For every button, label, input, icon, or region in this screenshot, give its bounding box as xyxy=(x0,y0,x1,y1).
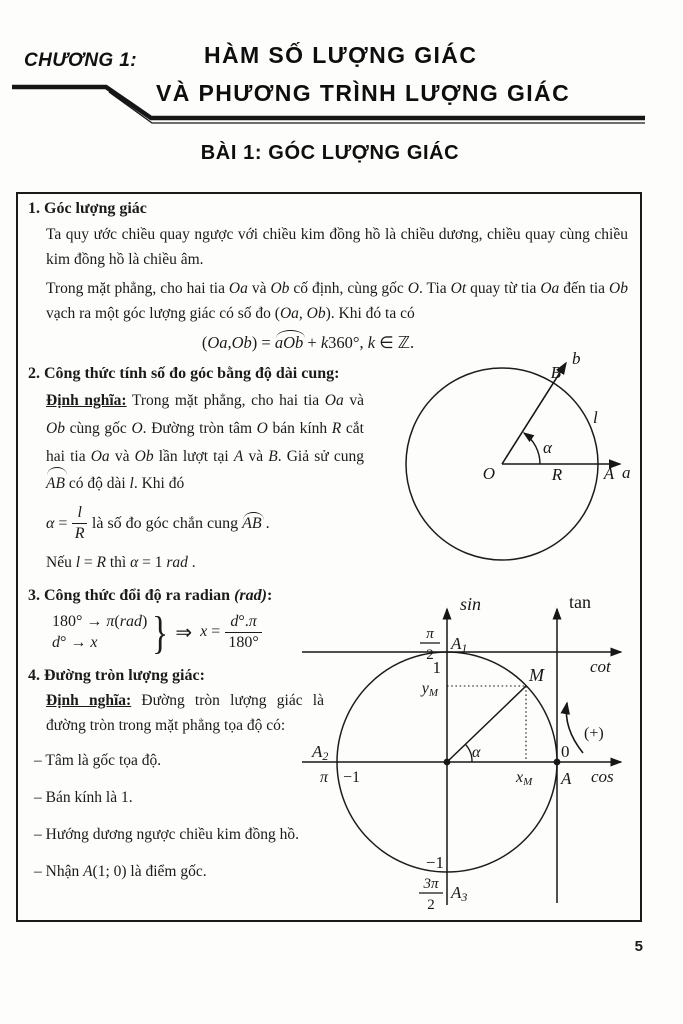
unit-circle-property-list xyxy=(34,749,322,884)
label-A1: A1 xyxy=(451,634,468,655)
label-a: a xyxy=(622,463,631,482)
sin-label: sin xyxy=(460,594,482,614)
chapter-title-line2: VÀ PHƯƠNG TRÌNH LƯỢNG GIÁC xyxy=(156,80,571,106)
section2-heading: 2. Công thức tính số đo góc bằng độ dài cung: xyxy=(28,365,340,383)
section1-paragraph1: Ta quy ước chiều quay ngược với chiều kim đồng hồ là chiều dương, chiều quay cùng chiều kim đồng hồ là chiều âm. xyxy=(46,226,628,269)
three-half-pi-fraction xyxy=(419,876,443,913)
tan-label: tan xyxy=(569,592,591,612)
label-minus-one-left: −1 xyxy=(343,769,361,786)
mapping-lines xyxy=(52,613,147,652)
section1-heading: 1. Góc lượng giác xyxy=(28,200,147,217)
label-alpha: α xyxy=(543,438,552,457)
cos-label: cos xyxy=(591,767,614,786)
label-A: A xyxy=(603,464,615,483)
section3-heading: 3. Công thức đổi độ ra radian (rad): xyxy=(28,586,273,604)
chapter-title-line1: HÀM SỐ LƯỢNG GIÁC xyxy=(204,42,478,68)
label-pi: π xyxy=(320,769,329,786)
content-box xyxy=(16,192,642,922)
x-equals: x = xyxy=(200,623,221,641)
page-number: 5 xyxy=(634,938,643,955)
section4-definition: Định nghĩa: Đường tròn lượng giác là đường tròn trong mặt phẳng tọa độ có: xyxy=(46,692,324,735)
section4-heading: 4. Đường tròn lượng giác: xyxy=(28,667,205,685)
cot-label: cot xyxy=(590,657,611,676)
origin-dot xyxy=(444,759,451,766)
list-item: – Bán kính là 1. xyxy=(34,788,133,806)
brace-glyph: } xyxy=(152,606,169,658)
svg-text:2: 2 xyxy=(427,897,435,913)
label-xM: xM xyxy=(516,769,533,788)
angle-circle-diagram xyxy=(385,350,655,580)
radian-note: Nếu l = R thì α = 1 rad . xyxy=(46,553,196,571)
label-B: B xyxy=(550,363,561,382)
chapter-label: CHƯƠNG 1: xyxy=(24,50,137,71)
label-A3: A3 xyxy=(451,883,468,904)
list-item: – Nhận A(1; 0) là điểm gốc. xyxy=(34,862,207,880)
label-zero: 0 xyxy=(561,742,570,761)
implies-arrow: ⇒ xyxy=(175,621,193,644)
section1-paragraph2: Trong mặt phẳng, cho hai tia Oa và Ob cố định, cùng gốc O. Tia Ot quay từ tia Oa đến tia Ob vạch ra một góc lượng giác có số đo (Oa, Ob). Khi đó ta có xyxy=(46,280,628,323)
label-one: 1 xyxy=(432,658,441,677)
alpha-arc xyxy=(465,744,472,762)
point-A-dot xyxy=(554,759,561,766)
alpha-arc-arrow xyxy=(524,433,540,464)
label-plus: (+) xyxy=(584,725,604,742)
list-item: – Tâm là gốc tọa độ. xyxy=(34,751,162,769)
lesson-title: BÀI 1: GÓC LƯỢNG GIÁC xyxy=(200,142,460,164)
alpha-formula-text: là số đo góc chắn cung AB . xyxy=(91,514,270,532)
radius-OM xyxy=(447,686,526,762)
label-M: M xyxy=(529,665,544,685)
svg-text:2: 2 xyxy=(426,647,434,663)
svg-text:3π: 3π xyxy=(423,876,439,892)
label-R: R xyxy=(551,465,563,484)
label-alpha2: α xyxy=(472,744,481,761)
label-O: O xyxy=(482,464,495,483)
dpi-over-180-fraction: $\frac{d^\circ.\pi}{180^\circ}$ xyxy=(225,613,261,653)
alpha-equals: α = xyxy=(46,514,68,532)
l-over-R-fraction: $\frac{l}{R}$ xyxy=(72,504,86,544)
svg-text:π: π xyxy=(426,626,434,642)
mapping-line2: d° → x xyxy=(52,633,98,651)
label-A-point: A xyxy=(561,769,572,788)
label-yM: yM xyxy=(421,680,438,699)
unit-circle-diagram xyxy=(300,585,656,921)
angle-measure-formula: (Oa,Ob) = aOb + k360°, k ∈ ℤ. xyxy=(201,333,415,353)
label-minus-one-bottom: −1 xyxy=(425,853,444,872)
label-A2: A2 xyxy=(312,742,329,763)
label-l: l xyxy=(593,408,598,427)
label-b: b xyxy=(572,350,581,368)
list-item: – Hướng dương ngược chiều kim đồng hồ. xyxy=(34,825,300,843)
section2-definition: Định nghĩa: Trong mặt phẳng, cho hai tia Oa và Ob cùng gốc O. Đường tròn tâm O bán kính R cắt hai tia Oa và Ob lần lượt tại A và B. Giả sử cung AB có độ dài l. Khi đó xyxy=(46,387,364,497)
mapping-line1: 180° → π(rad) xyxy=(52,612,148,630)
